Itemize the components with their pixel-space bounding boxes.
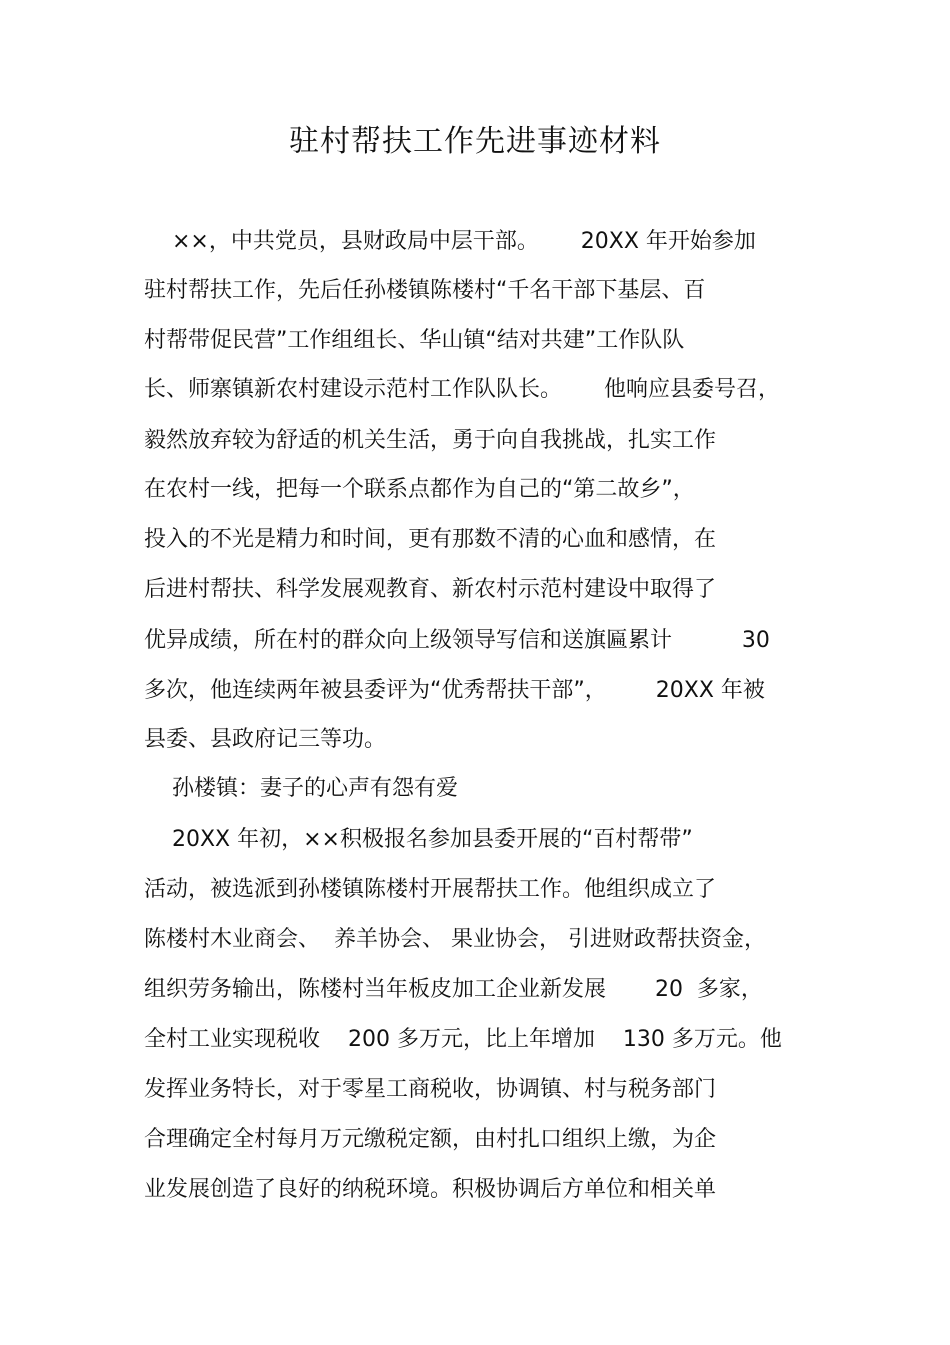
body-line: 全村工业实现税收 200 多万元，比上年增加 130 多万元。他 [144,1027,782,1052]
body-line: 村帮带促民营”工作组组长、华山镇“结对共建”工作队队 [144,328,685,353]
body-line: 组织劳务输出，陈楼村当年板皮加工企业新发展 20 多家， [144,977,763,1002]
body-line: 陈楼村木业商会、 养羊协会、 果业协会， 引进财政帮扶资金， [144,927,766,952]
section-heading: 孙楼镇：妻子的心声有怨有爱 [144,776,458,801]
document-title: 驻村帮扶工作先进事迹材料 [289,124,661,159]
body-line: 20XX 年初，××积极报名参加县委开展的“百村帮带” [144,827,693,852]
body-line: 优异成绩，所在村的群众向上级领导写信和送旗匾累计 30 [144,628,770,653]
body-line: 业发展创造了良好的纳税环境。积极协调后方单位和相关单 [144,1177,717,1202]
body-line: ××，中共党员，县财政局中层干部。 20XX 年开始参加 [144,229,756,254]
body-line: 后进村帮扶、科学发展观教育、新农村示范村建设中取得了 [144,577,717,602]
body-line: 多次，他连续两年被县委评为“优秀帮扶干部”， 20XX 年被 [144,678,765,703]
body-line: 活动，被选派到孙楼镇陈楼村开展帮扶工作。他组织成立了 [144,877,717,902]
body-line: 合理确定全村每月万元缴税定额，由村扎口组织上缴，为企 [144,1127,717,1152]
body-line: 驻村帮扶工作，先后任孙楼镇陈楼村“千名干部下基层、百 [144,278,706,303]
body-line: 毅然放弃较为舒适的机关生活，勇于向自我挑战，扎实工作 [144,428,717,453]
body-line: 发挥业务特长，对于零星工商税收，协调镇、村与税务部门 [144,1077,717,1102]
body-line: 长、师寨镇新农村建设示范村工作队队长。 他响应县委号召， [144,377,780,402]
body-line: 投入的不光是精力和时间，更有那数不清的心血和感情，在 [144,527,717,552]
body-line: 县委、县政府记三等功。 [144,727,387,752]
body-line: 在农村一线，把每一个联系点都作为自己的“第二故乡”， [144,477,695,502]
